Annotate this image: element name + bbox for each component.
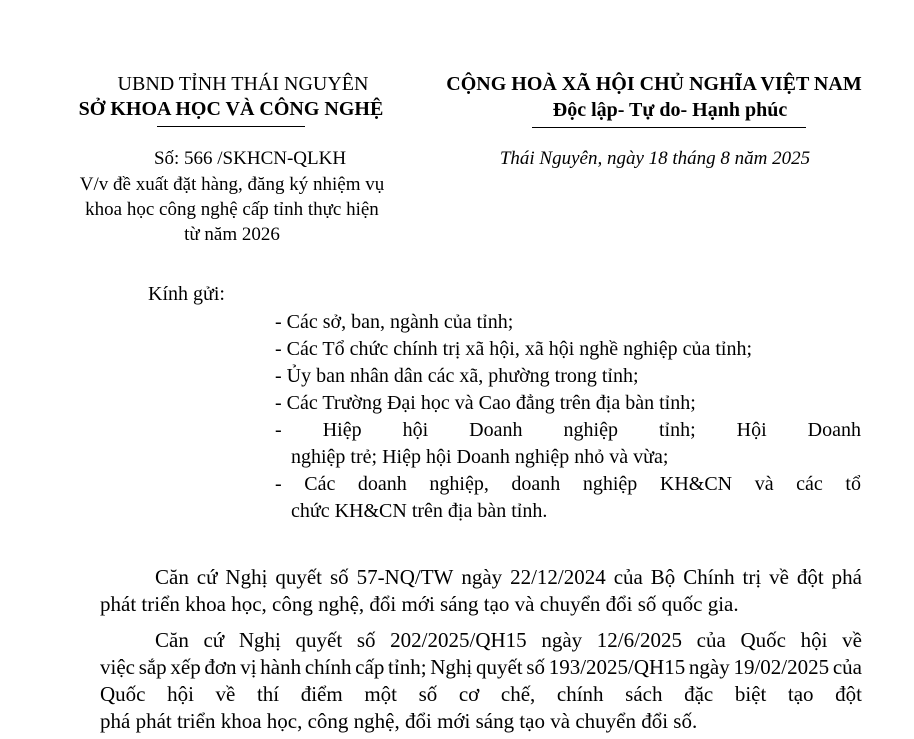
word: doanh [357,473,407,495]
word: Doanh [469,419,523,441]
word: cơ [458,682,480,706]
word: cấp [355,655,385,679]
paragraph-line [100,682,862,707]
word: Hội [736,419,767,441]
word: điểm [300,682,343,706]
word: 57-NQ/TW [356,565,454,589]
word: hội [402,419,429,441]
document-number: Số: 566 /SKHCN-QLKH [153,148,347,169]
word: 19/02/2025 [733,655,830,679]
greeting: Kính gửi: [148,283,225,305]
word: chính [556,682,604,706]
subject-line: từ năm 2026 [184,224,280,245]
word: hành [260,655,302,679]
word: 202/2025/QH15 [390,628,527,652]
word: đặc [684,682,714,706]
word: sách [625,682,663,706]
word: ngày [461,565,503,589]
agency-name: SỞ KHOA HỌC VÀ CÔNG NGHỆ [78,98,384,120]
subject-line: khoa học công nghệ cấp tỉnh thực hiện [85,199,379,220]
word: đơn [204,655,237,679]
word: và [754,473,774,495]
word: cứ [203,628,225,652]
recipient-item [275,419,861,442]
word: Chính [683,565,735,589]
recipient-item [275,473,861,496]
word: nghiệp, [429,473,489,495]
agency-parent: UBND TỈNH THÁI NGUYÊN [117,73,369,95]
word: tỉnh; [658,419,696,441]
word: 12/6/2025 [596,628,682,652]
word: hội [800,628,828,652]
word: vị [240,655,257,679]
word: số [329,565,349,589]
word: doanh [511,473,561,495]
word: Doanh [807,419,861,441]
word: Hiệp [322,419,362,441]
word: chế, [500,682,536,706]
word: chính [304,655,352,679]
word: quyết [475,655,523,679]
word: một [364,682,397,706]
word: số [356,628,376,652]
word: trị [742,565,762,589]
paragraph-line [155,628,862,653]
place-date: Thái Nguyên, ngày 18 tháng 8 năm 2025 [499,148,811,169]
word: sắp [138,655,167,679]
word: Nghị [225,565,268,589]
word: Nghị [238,628,281,652]
word: Căn [155,628,189,652]
recipient-item: - Các Tổ chức chính trị xã hội, xã hội nghề nghiệp của tỉnh; [275,338,753,360]
word: xếp [170,655,201,679]
word: quyết [295,628,343,652]
word: tỉnh; [388,655,427,679]
recipient-item: - Các sở, ban, ngành của tỉnh; [275,311,514,333]
word: ngày [688,655,730,679]
word: các [796,473,823,495]
recipient-item-continued: nghiệp trẻ; Hiệp hội Doanh nghiệp nhỏ và vừa; [291,446,669,468]
word: về [842,628,862,652]
word: Nghị [430,655,473,679]
word: của [832,655,862,679]
word: về [769,565,789,589]
word: 193/2025/QH15 [548,655,686,679]
word: cứ [196,565,218,589]
word: Quốc [100,682,146,706]
word: số [526,655,545,679]
national-motto: Độc lập- Tự do- Hạnh phúc [552,99,788,121]
word: hội [167,682,194,706]
word: số [418,682,438,706]
paragraph-line [155,565,862,590]
word: đột [796,565,824,589]
paragraph-line [100,655,862,680]
motto-underline [532,127,806,128]
word: nghiệp [582,473,638,495]
word: tổ [845,473,861,495]
word: ngày [541,628,583,652]
word: đột [835,682,862,706]
word: 22/12/2024 [510,565,606,589]
word: phá [831,565,862,589]
recipient-item: - Ủy ban nhân dân các xã, phường trong tỉnh; [275,365,639,387]
paragraph-line: phá phát triển khoa học, công nghệ, đổi mới sáng tạo và chuyển đổi số. [100,709,698,733]
word: nghiệp [563,419,618,441]
word: của [696,628,726,652]
word: tạo [787,682,814,706]
word: - [275,419,282,441]
word: Bộ [650,565,676,589]
word: - [275,473,282,495]
agency-underline [157,126,305,127]
word: quyết [275,565,322,589]
word: Căn [155,565,189,589]
word: Các [304,473,336,495]
word: của [613,565,643,589]
recipient-item-continued: chức KH&CN trên địa bàn tỉnh. [291,500,548,522]
subject-line: V/v đề xuất đặt hàng, đăng ký nhiệm vụ [79,174,385,195]
word: biệt [734,682,767,706]
word: KH&CN [659,473,733,495]
word: thí [256,682,280,706]
recipient-item: - Các Trường Đại học và Cao đẳng trên địa bàn tỉnh; [275,392,696,414]
word: Quốc [740,628,786,652]
word: việc [100,655,135,679]
national-title: CỘNG HOÀ XÃ HỘI CHỦ NGHĨA VIỆT NAM [446,73,862,95]
paragraph-line: phát triển khoa học, công nghệ, đổi mới sáng tạo và chuyển đổi số quốc gia. [100,592,739,616]
word: về [215,682,236,706]
